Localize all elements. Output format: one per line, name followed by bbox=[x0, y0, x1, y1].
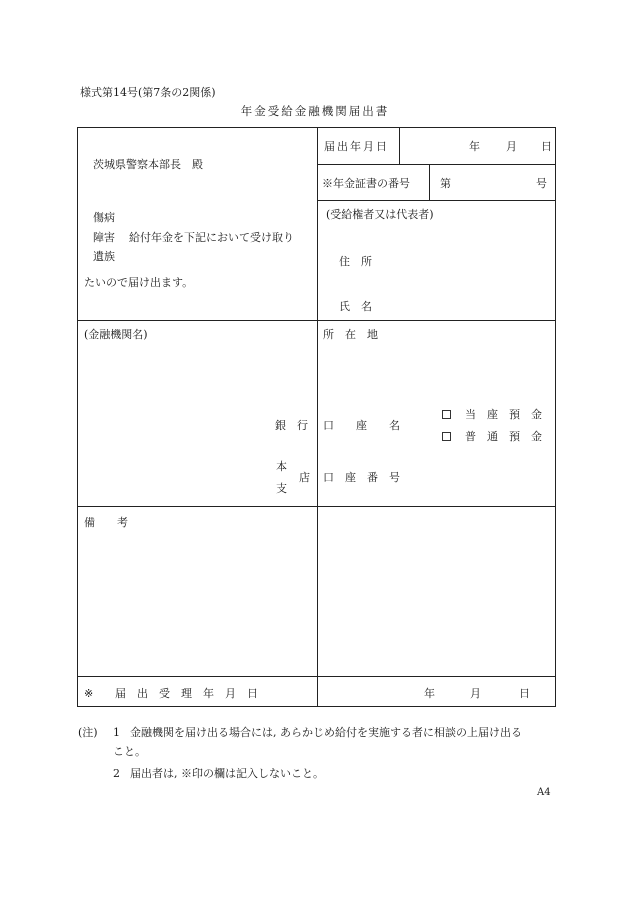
notes-prefix: (注) bbox=[78, 726, 98, 739]
document-title: 年金受給金融機関届出書 bbox=[240, 104, 390, 118]
name-label: 氏 名 bbox=[339, 300, 372, 313]
savings-checkbox[interactable] bbox=[442, 432, 451, 441]
note-1-number: 1 bbox=[113, 726, 120, 739]
received-label: 届 出 受 理 年 月 日 bbox=[115, 687, 258, 700]
paper-size: A4 bbox=[537, 787, 551, 798]
account-type-checking[interactable] bbox=[442, 409, 542, 420]
account-name-label: 口 座 名 bbox=[323, 419, 400, 432]
received-month: 月 bbox=[470, 687, 481, 700]
note-2-number: 2 bbox=[113, 767, 120, 780]
form-table bbox=[77, 127, 556, 707]
bank-label: 銀 行 bbox=[275, 419, 308, 432]
request-tail: たいので届け出ます。 bbox=[84, 276, 194, 289]
date-year: 年 bbox=[469, 140, 480, 153]
benefit-type-injury: 傷病 bbox=[93, 211, 115, 224]
benefit-type-survivor: 遺族 bbox=[93, 250, 115, 263]
branch-store: 店 bbox=[299, 471, 310, 484]
form-reference: 様式第14号(第7条の2関係) bbox=[80, 86, 216, 99]
institution-label: (金融機関名) bbox=[84, 328, 148, 341]
remarks-label: 備 考 bbox=[84, 516, 128, 529]
date-day: 日 bbox=[541, 140, 552, 153]
note-1-line1: 金融機関を届け出る場合には, あらかじめ給付を実施する者に相談の上届け出る bbox=[130, 726, 522, 739]
checking-checkbox[interactable] bbox=[442, 410, 451, 419]
cert-number-label: ※年金証書の番号 bbox=[322, 177, 410, 190]
received-day: 日 bbox=[519, 687, 530, 700]
address-label: 住 所 bbox=[339, 255, 372, 268]
note-2-line1: 届出者は, ※印の欄は記入しないこと。 bbox=[130, 767, 324, 780]
note-1-line2: こと。 bbox=[113, 745, 146, 758]
date-label: 届出年月日 bbox=[324, 140, 389, 153]
received-year: 年 bbox=[424, 687, 435, 700]
date-month: 月 bbox=[506, 140, 517, 153]
recipient-label: (受給権者又は代表者) bbox=[326, 208, 434, 221]
addressee: 茨城県警察本部長 殿 bbox=[93, 158, 203, 171]
account-type-savings[interactable] bbox=[442, 431, 542, 442]
cert-suffix: 号 bbox=[536, 177, 547, 190]
account-type-savings-label: 普 通 預 金 bbox=[465, 430, 542, 443]
received-mark: ※ bbox=[84, 687, 94, 700]
branch-main: 本 bbox=[276, 460, 287, 473]
account-type-checking-label: 当 座 預 金 bbox=[465, 408, 542, 421]
cert-prefix: 第 bbox=[440, 177, 451, 190]
location-label: 所 在 地 bbox=[323, 328, 378, 341]
benefit-type-disability: 障害 bbox=[93, 231, 115, 244]
benefit-text: 給付年金を下記において受け取り bbox=[129, 231, 294, 244]
account-number-label: 口 座 番 号 bbox=[323, 471, 400, 484]
branch-sub: 支 bbox=[276, 482, 287, 495]
